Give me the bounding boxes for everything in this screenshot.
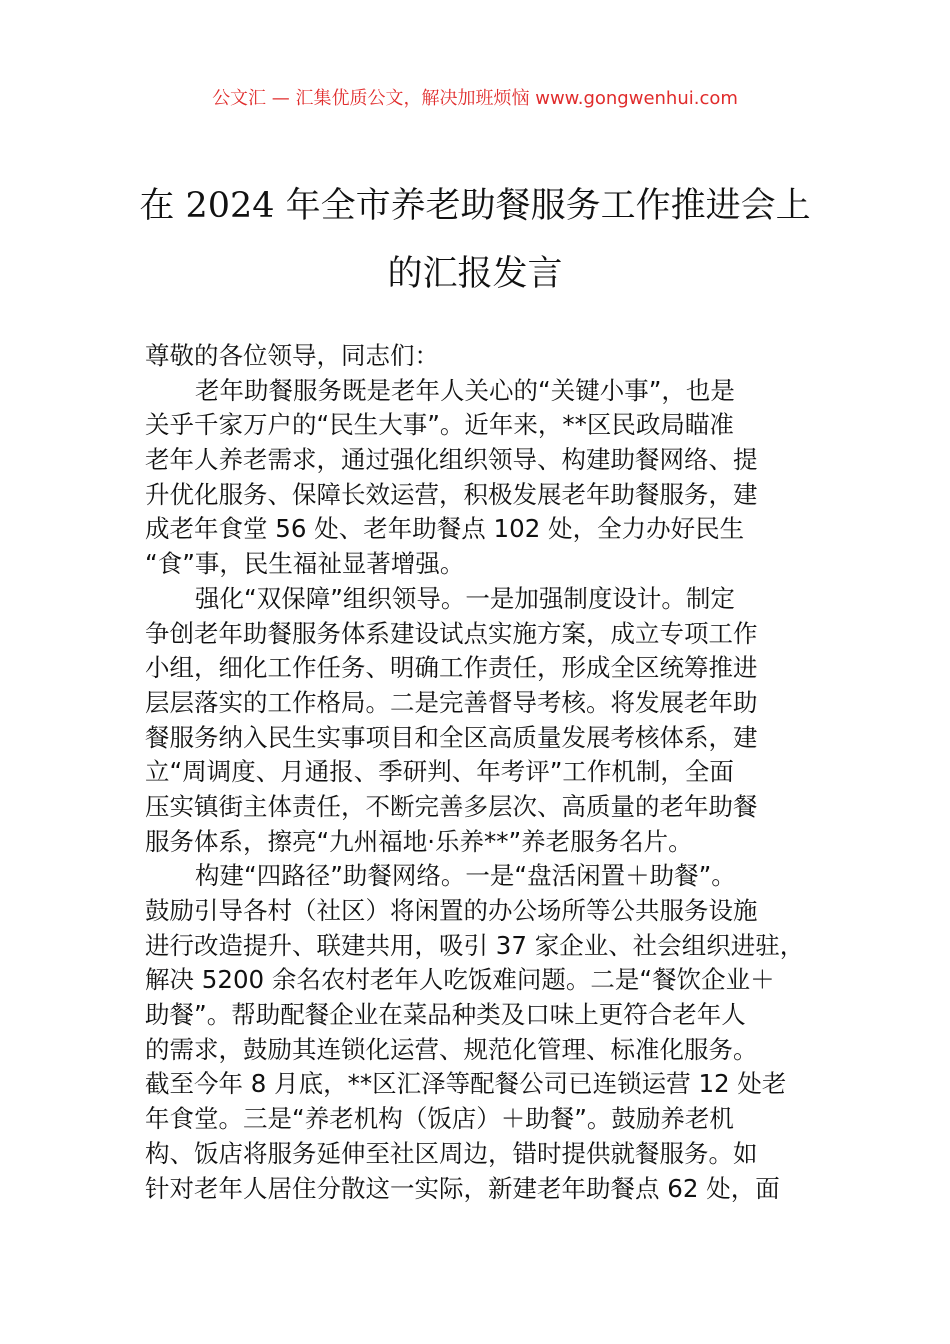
text-line: 关乎千家万户的“民生大事”。近年来，**区民政局瞄准 bbox=[145, 410, 734, 440]
text-line: 老年人养老需求，通过强化组织领导、构建助餐网络、提 bbox=[145, 445, 758, 475]
text-line: 压实镇街主体责任，不断完善多层次、高质量的老年助餐 bbox=[145, 791, 758, 821]
text-line: 老年助餐服务既是老年人关心的“关键小事”，也是 bbox=[195, 375, 735, 405]
text-line: 的需求，鼓励其连锁化运营、规范化管理、标准化服务。 bbox=[145, 1034, 758, 1064]
text-line: 争创老年助餐服务体系建设试点实施方案，成立专项工作 bbox=[145, 618, 758, 648]
document-title-line-2: 的汇报发言 bbox=[387, 254, 563, 294]
text-line: 针对老年人居住分散这一实际，新建老年助餐点 62 处，面 bbox=[145, 1173, 780, 1203]
text-line: 截至今年 8 月底，**区汇泽等配餐公司已连锁运营 12 处老 bbox=[145, 1069, 787, 1099]
text-line: 年食堂。三是“养老机构（饭店）＋助餐”。鼓励养老机 bbox=[145, 1104, 734, 1134]
text-line: 小组，细化工作任务、明确工作责任，形成全区统筹推进 bbox=[145, 653, 758, 683]
document-body bbox=[145, 339, 835, 1206]
text-line: 构建“四路径”助餐网络。一是“盘活闲置＋助餐”。 bbox=[195, 861, 736, 891]
text-line: 餐服务纳入民生实事项目和全区高质量发展考核体系，建 bbox=[145, 722, 758, 752]
text-line: 尊敬的各位领导，同志们： bbox=[145, 341, 439, 370]
text-line: 构、饭店将服务延伸至社区周边，错时提供就餐服务。如 bbox=[145, 1138, 758, 1168]
document-title-line-1: 在 2024 年全市养老助餐服务工作推进会上 bbox=[139, 186, 811, 226]
text-line: 强化“双保障”组织领导。一是加强制度设计。制定 bbox=[195, 583, 735, 613]
text-line: 进行改造提升、联建共用，吸引 37 家企业、社会组织进驻， bbox=[145, 930, 805, 960]
text-line: 升优化服务、保障长效运营，积极发展老年助餐服务，建 bbox=[145, 479, 758, 509]
text-line: 解决 5200 余名农村老年人吃饭难问题。二是“餐饮企业＋ bbox=[145, 965, 775, 995]
text-line: “食”事，民生福祉显著增强。 bbox=[145, 549, 465, 579]
text-line: 鼓励引导各村（社区）将闲置的办公场所等公共服务设施 bbox=[145, 896, 758, 925]
text-line: 立“周调度、月通报、季研判、年考评”工作机制，全面 bbox=[145, 757, 734, 787]
text-line: 服务体系，擦亮“九州福地·乐养**”养老服务名片。 bbox=[145, 826, 693, 856]
watermark-header: 公文汇 — 汇集优质公文，解决加班烦恼 www.gongwenhui.com bbox=[212, 88, 738, 109]
text-line: 助餐”。帮助配餐企业在菜品种类及口味上更符合老年人 bbox=[145, 1000, 746, 1030]
text-line: 层层落实的工作格局。二是完善督导考核。将发展老年助 bbox=[145, 687, 758, 717]
text-line: 成老年食堂 56 处、老年助餐点 102 处，全力办好民生 bbox=[145, 514, 745, 544]
